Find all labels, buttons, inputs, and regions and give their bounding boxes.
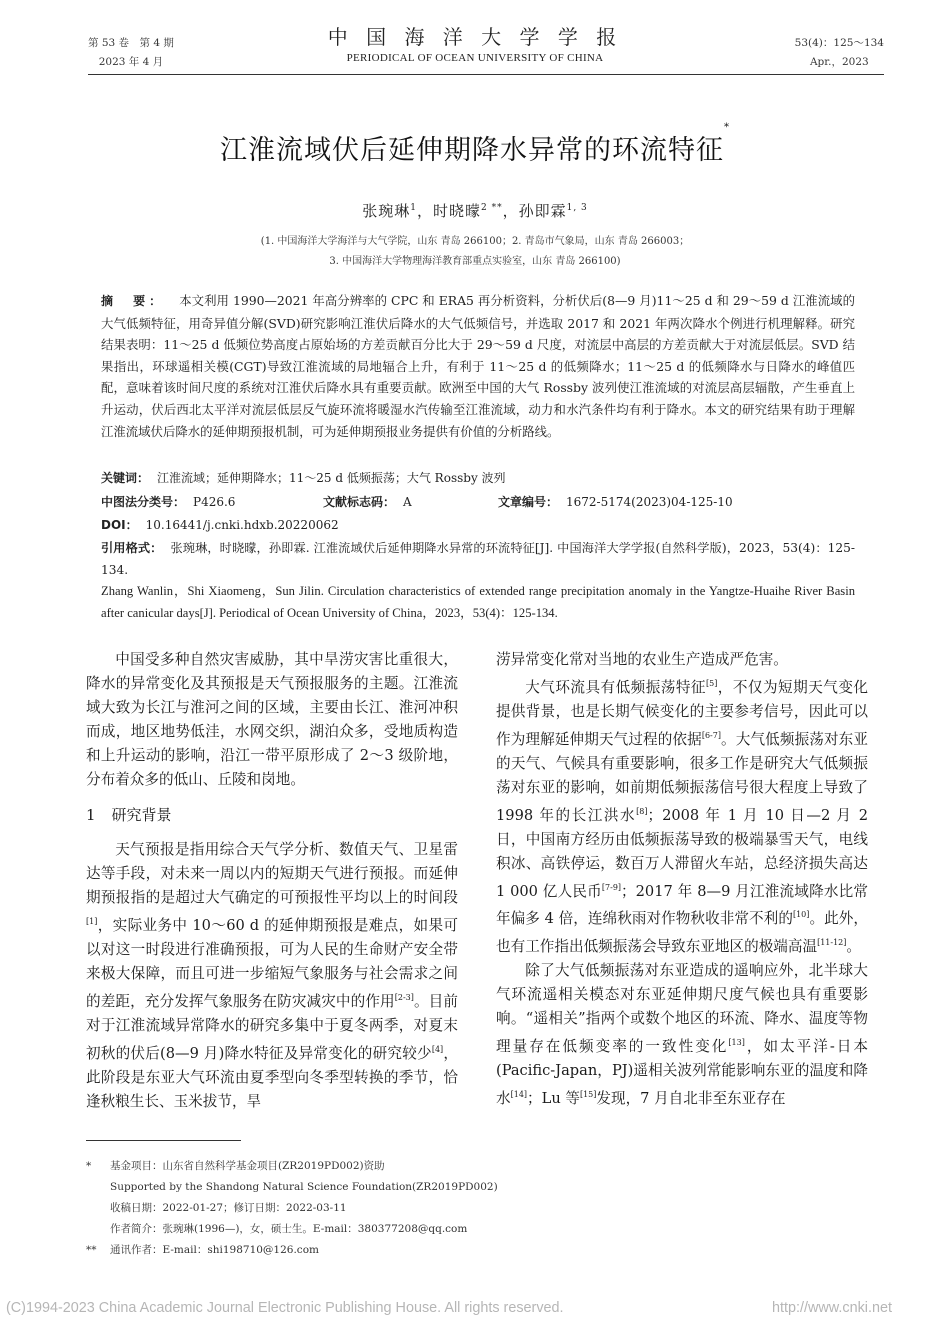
text-run: ，此阶段是东亚大气环流由夏季型向冬季型转换的季节，恰逢秋粮生长、玉米拔节，旱 xyxy=(86,1044,458,1110)
citation-ref[interactable]: [13] xyxy=(728,1038,745,1048)
keywords-row xyxy=(101,469,881,486)
text-run: ；2008 年 1 月 10 日—2 月 2 日，中国南方经历由低频振荡导致的极端暴雪天气，电线积冰、高铁停运，数百万人滞留火车站，总经济损失高达 1 000 亿人民币 xyxy=(496,806,868,900)
text-run: 天气预报是指用综合天气学分析、数值天气、卫星雷达等手段，对未来一周以内的短期天气进行预报。而延伸期预报指的是超过大气确定的可预报性平均以上的时间段 xyxy=(86,841,458,906)
author-separator: ， xyxy=(416,202,433,220)
affiliation-line: (1. 中国海洋大学海洋与大气学院，山东 青岛 266100；2. 青岛市气象局，山东 青岛 266003； xyxy=(260,236,690,247)
author-list xyxy=(0,200,950,221)
body-column-right xyxy=(496,648,868,1111)
header-page-info xyxy=(795,34,884,72)
abstract-text: 本文利用 1990—2021 年高分辨率的 CPC 和 ERA5 再分析资料，分析伏后(8—9 月)11～25 d 和 29～59 d 江淮流域的大气低频特征，用奇异值分解(SVD)研究影响江淮伏后降水的大气低频信号，并选取 2017 和 2021 年两次降水个例进行机理解释。研究结果表明：11～25 d 低频位势高度占原始场的方差贡献百分比大于 29～59 d 尺度，对流层中高层的方差贡献大于对流层低层。SVD 结果指出，环球遥相关模(CGT)导致江淮流域的局地辐合上升，有利于 11～25 d 的低频降水；11～25 d 的低频降水与日降水的峰值匹配，意味着该时间尺度的系统对江淮伏后降水具有重要贡献。欧洲至中国的大气 Rossby 波列使江淮流域的对流层高层辐散，产生垂直上升运动，伏后西北太平洋对流层低层反气旋环流将暖湿水汽传输至江淮流域，动力和水汽条件均有利于降水。本文的研究结果有助于理解江淮流域伏后降水的延伸期预报机制，可为延伸期预报业务提供有价值的分析路线。 xyxy=(101,293,855,439)
text-run: 除了大气低频振荡对东亚造成的遥响应外，北半球大气环流遥相关模态对东亚延伸期尺度气候也具有重要影响。“遥相关”指两个或数个地区的环流、降水、温度等物理量存在低频变率的一致性变化 xyxy=(496,962,868,1056)
body-paragraph xyxy=(86,838,458,1114)
clc-label: 中图法分类号： xyxy=(101,495,186,509)
text-run: 。大气低频振荡对东亚的天气、气候具有重要影响，很多工作是研究大气低频振荡对东亚的影响，如前期低频振荡信号很大程度上导致了 1998 年的长江洪水 xyxy=(496,730,868,824)
author-name: 时晓曚 xyxy=(432,202,481,220)
doc-code-value: A xyxy=(403,495,412,509)
body-paragraph xyxy=(496,959,868,1111)
citation-ref[interactable]: [1] xyxy=(86,917,98,926)
header-month: Apr.，2023 xyxy=(809,56,869,68)
journal-name-en: PERIODICAL OF OCEAN UNIVERSITY OF CHINA xyxy=(346,52,604,64)
article-title-text: 江淮流域伏后延伸期降水异常的环流特征 xyxy=(220,135,724,166)
article-no-value: 1672-5174(2023)04-125-10 xyxy=(566,495,733,509)
citation-ref[interactable]: [10] xyxy=(792,910,810,920)
doi-label: DOI： xyxy=(101,518,138,532)
citation-label: 引用格式： xyxy=(101,541,163,555)
body-column-left xyxy=(86,648,458,1114)
citation-ref[interactable]: [2-3] xyxy=(394,992,414,1002)
section-title: 研究背景 xyxy=(111,806,172,824)
citation-ref[interactable]: [4] xyxy=(431,1044,444,1054)
author-name: 孙即霖 xyxy=(518,202,567,220)
article-title xyxy=(0,122,950,167)
text-run: 大气环流具有低频振荡特征 xyxy=(525,678,706,696)
section-heading xyxy=(86,803,458,827)
citation-cn-text: 张琬琳，时晓曚，孙即霖. 江淮流域伏后延伸期降水异常的环流特征[J]. 中国海洋大学学报(自然科学版)，2023，53(4)：125-134. xyxy=(101,541,855,577)
article-no-label: 文章编号： xyxy=(498,495,559,509)
text-run: 发现，7 月自北非至东亚存在 xyxy=(596,1089,786,1107)
abstract-label: 摘 要： xyxy=(101,294,166,308)
header-pages: 53(4)：125～134 xyxy=(794,37,884,49)
footnote-fund-en: Supported by the Shandong Natural Science Foundation(ZR2019PD002) xyxy=(110,1181,498,1193)
abstract xyxy=(101,290,855,442)
title-footnote-mark: * xyxy=(724,122,730,133)
fund-cn: 基金项目：山东省自然科学基金项目(ZR2019PD002)资助 xyxy=(110,1160,385,1172)
header-volume: 第 53 卷 第 4 期 xyxy=(88,37,174,49)
corresponding-email: 通讯作者：E-mail：shi198710@126.com xyxy=(110,1244,319,1256)
clc-value: P426.6 xyxy=(193,495,236,509)
affiliation-line: 3. 中国海洋大学物理海洋教育部重点实验室，山东 青岛 266100) xyxy=(329,256,621,267)
keywords-text: 江淮流域；延伸期降水；11～25 d 低频振荡；大气 Rossby 波列 xyxy=(157,471,506,485)
citation-block xyxy=(101,538,855,624)
citation-ref[interactable]: [11-12] xyxy=(817,938,847,948)
affiliations xyxy=(0,232,950,272)
footnote-corresponding xyxy=(86,1240,786,1261)
body-paragraph xyxy=(496,672,868,959)
classification-row xyxy=(101,493,881,510)
doi-value[interactable]: 10.16441/j.cnki.hdxb.20220062 xyxy=(145,518,339,532)
header-date: 2023 年 4 月 xyxy=(98,56,164,68)
citation-en: Zhang Wanlin，Shi Xiaomeng，Sun Jilin. Circulation characteristics of extended range precipitation anomaly in the Yangtze-Huaihe River Basin after canicular days[J]. Periodical of Ocean University of China，2023，53(4)：125-134. xyxy=(101,584,855,620)
author-name: 张琬琳 xyxy=(362,202,411,220)
cnki-link[interactable]: http://www.cnki.net xyxy=(772,1300,892,1316)
intro-paragraph: 中国受多种自然灾害威胁，其中旱涝灾害比重很大，降水的异常变化及其预报是天气预报服务的主题。江淮流域大致为长江与淮河之间的区域，主要由长江、淮河冲积而成，地区地势低洼，水网交织，湖泊众多，受地质构造和上升运动的影响，沿江一带平原形成了 2～3 级阶地，分布着众多的低山、丘陵和岗地。 xyxy=(86,651,458,788)
author-separator: ， xyxy=(502,202,519,220)
text-run: ；2017 年 8—9 月江淮流域降水比常年偏多 4 倍，连绵秋雨对作物秋收非常不利的 xyxy=(496,882,868,928)
citation-cn xyxy=(101,538,855,581)
citation-ref[interactable]: [5] xyxy=(705,679,718,688)
continued-paragraph: 涝异常变化常对当地的农业生产造成严危害。 xyxy=(496,651,788,668)
text-run: 。目前对于江淮流域异常降水的研究多集中于夏冬两季，对夏末初秋的伏后(8—9 月)降水特征及异常变化的研究较少 xyxy=(86,992,458,1062)
footnote-fund xyxy=(86,1156,786,1177)
text-run: 。此外，也有工作指出低频振荡会导致东亚地区的极端高温 xyxy=(496,910,868,956)
text-run: ，如太平洋-日本(Pacific-Japan，PJ)遥相关波列常能影响东亚的温度和降水 xyxy=(496,1038,868,1107)
header-divider xyxy=(88,74,884,75)
section-number: 1 xyxy=(86,806,96,824)
author-affil-mark: 1, 3 xyxy=(566,203,588,213)
citation-ref[interactable]: [6-7] xyxy=(701,730,721,740)
text-run: ；Lu 等 xyxy=(527,1089,580,1107)
footnote-dates: 收稿日期：2022-01-27；修订日期：2022-03-11 xyxy=(110,1202,347,1214)
citation-ref[interactable]: [7-9] xyxy=(601,882,622,892)
journal-name-cn: 中 国 海 洋 大 学 学 报 xyxy=(327,25,623,49)
doc-code-label: 文献标志码： xyxy=(323,495,396,509)
citation-ref[interactable]: [14] xyxy=(510,1090,528,1100)
footnote-divider xyxy=(86,1140,241,1141)
text-run: ，不仅为短期天气变化提供背景，也是长期气候变化的主要参考信号，因此可以作为理解延伸期天气过程的依据 xyxy=(496,678,868,748)
doi-row xyxy=(101,516,881,533)
text-run: ，实际业务中 10～60 d 的延伸期预报是难点，如果可以对这一时段进行准确预报，可为人民的生命财产安全带来极大保障，而且可进一步缩短气象服务与社会需求之间的差距，充分发挥气象服务在防灾减灾中的作用 xyxy=(86,916,458,1010)
footnote-author-bio: 作者简介：张琬琳(1996—)，女，硕士生。E-mail：380377208@qq.com xyxy=(110,1223,468,1235)
citation-ref[interactable]: [15] xyxy=(579,1090,597,1100)
copyright-footer xyxy=(0,1300,950,1316)
footnote-mark: ** xyxy=(86,1244,97,1256)
author-affil-mark: 2 ** xyxy=(480,203,503,213)
author-affil-mark: 1 xyxy=(410,203,417,213)
citation-ref[interactable]: [8] xyxy=(636,806,648,816)
copyright-text: (C)1994-2023 China Academic Journal Electronic Publishing House. All rights reserved. xyxy=(6,1300,564,1316)
footnote-mark: * xyxy=(86,1160,92,1172)
text-run: 。 xyxy=(846,938,861,956)
keywords-label: 关键词： xyxy=(101,471,150,485)
